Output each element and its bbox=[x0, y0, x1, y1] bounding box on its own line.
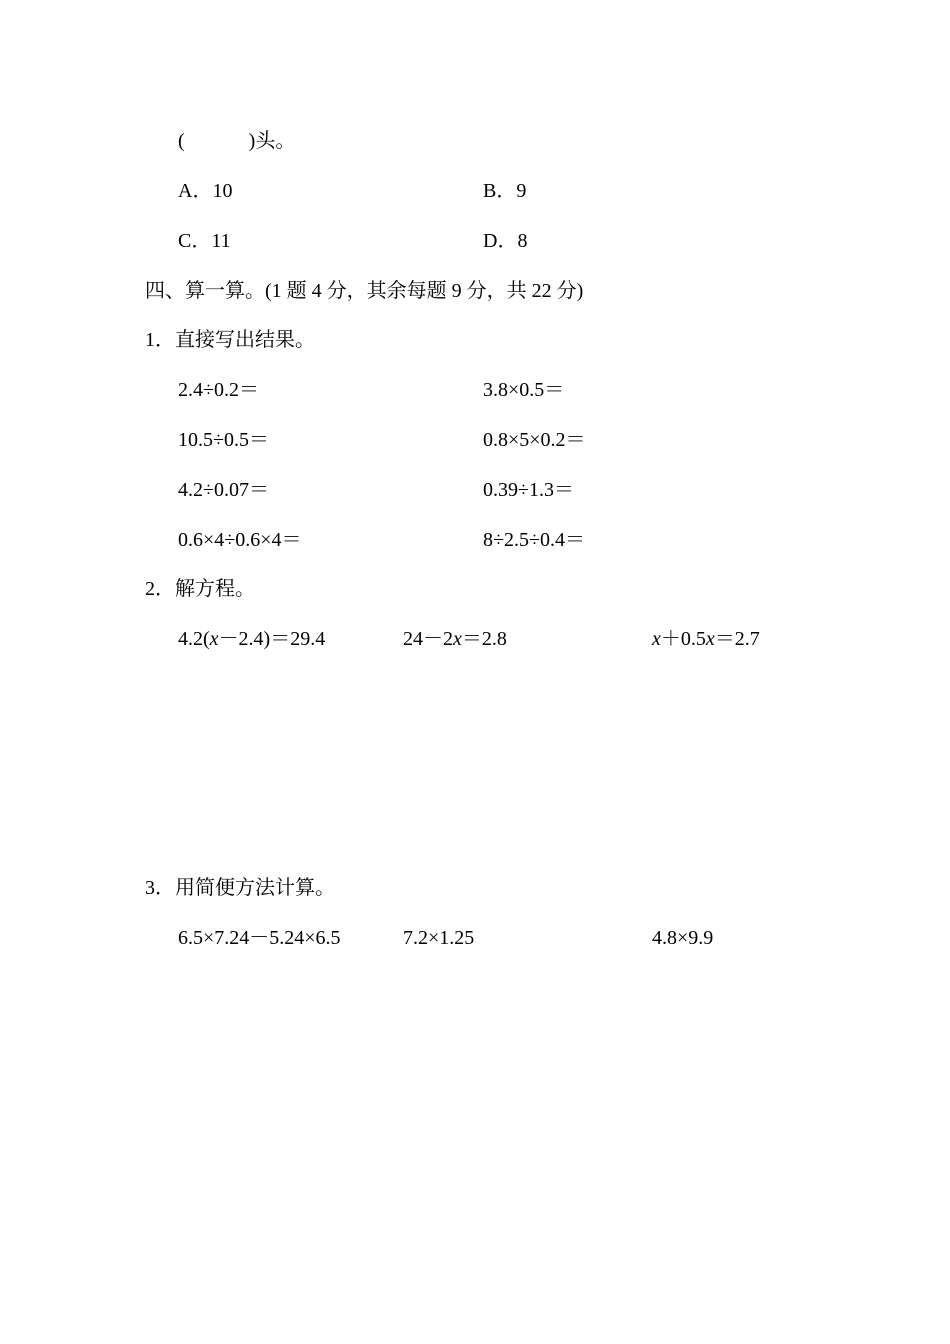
calc-item: 0.8×5×0.2＝ bbox=[483, 429, 586, 451]
equation-2: 24－2x＝2.8 bbox=[403, 628, 507, 650]
calc-item: 8÷2.5÷0.4＝ bbox=[483, 529, 585, 551]
option-a: A．10 bbox=[178, 180, 233, 202]
calc-item: 0.39÷1.3＝ bbox=[483, 479, 574, 501]
equation-1: 4.2(x－2.4)＝29.4 bbox=[178, 628, 326, 650]
variable-x: x bbox=[652, 628, 661, 650]
simplify-item: 7.2×1.25 bbox=[403, 927, 475, 949]
option-c: C．11 bbox=[178, 230, 231, 252]
calc-item: 3.8×0.5＝ bbox=[483, 379, 565, 401]
answer-blank-close: )头。 bbox=[248, 130, 296, 152]
calc-item: 4.2÷0.07＝ bbox=[178, 479, 269, 501]
option-d: D．8 bbox=[483, 230, 528, 252]
equation-3: x＋0.5x＝2.7 bbox=[652, 628, 760, 650]
calc-item: 2.4÷0.2＝ bbox=[178, 379, 259, 401]
answer-blank-open: ( bbox=[178, 130, 185, 152]
simplify-item: 6.5×7.24－5.24×6.5 bbox=[178, 927, 341, 949]
question-1-title: 1．直接写出结果。 bbox=[145, 329, 315, 351]
variable-x: x bbox=[705, 628, 715, 650]
variable-x: x bbox=[209, 628, 219, 650]
option-b: B．9 bbox=[483, 180, 527, 202]
question-3-title: 3．用简便方法计算。 bbox=[145, 877, 335, 899]
simplify-item: 4.8×9.9 bbox=[652, 927, 714, 949]
calc-item: 0.6×4÷0.6×4＝ bbox=[178, 529, 302, 551]
section-title: 四、算一算。(1 题 4 分，其余每题 9 分，共 22 分) bbox=[145, 280, 584, 302]
question-2-title: 2．解方程。 bbox=[145, 578, 255, 600]
variable-x: x bbox=[453, 628, 462, 650]
calc-item: 10.5÷0.5＝ bbox=[178, 429, 269, 451]
question-tail bbox=[178, 129, 295, 153]
